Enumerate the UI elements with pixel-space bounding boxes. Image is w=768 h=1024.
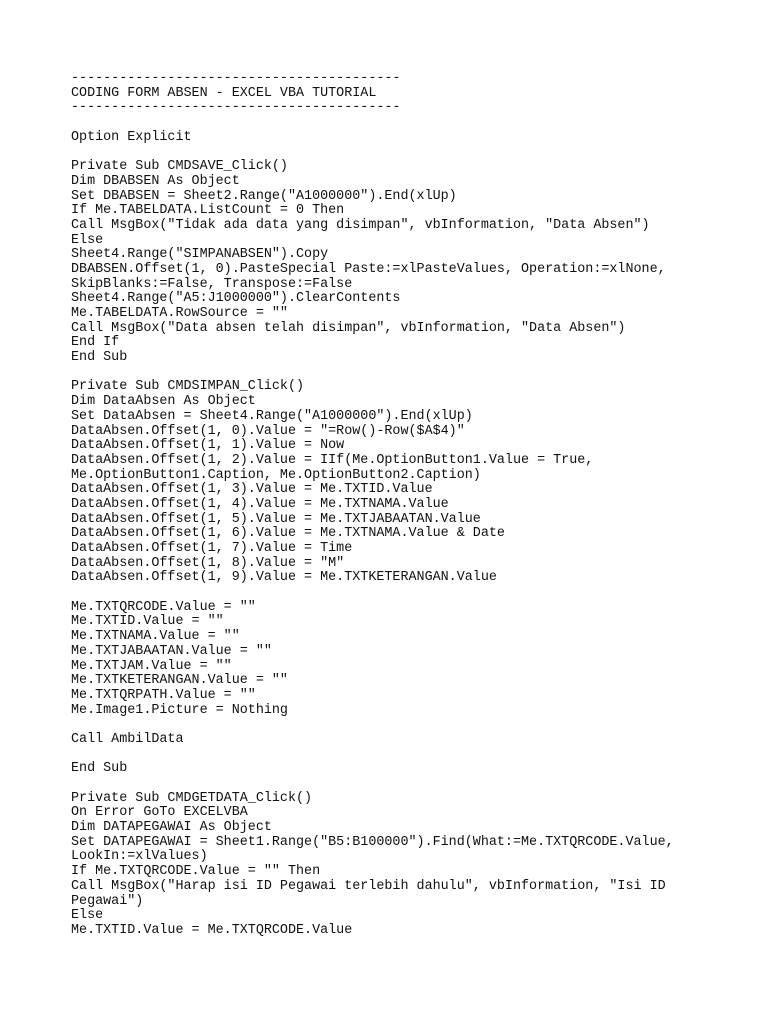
code-line: Me.TXTJAM.Value = "" [71, 658, 232, 674]
code-line [71, 586, 751, 601]
code-line: Call AmbilData [71, 731, 184, 747]
code-listing [71, 72, 751, 939]
code-line: Me.Image1.Picture = Nothing [71, 702, 288, 718]
code-line: ----------------------------------------- [71, 100, 401, 116]
code-line: Else [71, 232, 104, 248]
code-line: Me.TABELDATA.RowSource = "" [71, 306, 288, 321]
code-line: Private Sub CMDSIMPAN_Click() [71, 379, 305, 395]
code-line: Call MsgBox("Data absen telah disimpan", vbInformation, "Data Absen") [71, 320, 626, 336]
code-line: End Sub [71, 761, 128, 777]
code-line: Set DATAPEGAWAI = Sheet1.Range("B5:B100000").Find(What:=Me.TXTQRCODE.Value, [71, 834, 674, 850]
code-line [71, 116, 751, 131]
code-line: SkipBlanks:=False, Transpose:=False [71, 276, 353, 292]
code-line: ----------------------------------------- [71, 71, 401, 86]
code-line: Pegawai") [71, 893, 144, 909]
code-line: Dim DATAPEGAWAI As Object [71, 820, 272, 836]
code-line [71, 145, 751, 160]
code-line: DataAbsen.Offset(1, 9).Value = Me.TXTKETERANGAN.Value [71, 570, 497, 586]
code-line: DataAbsen.Offset(1, 7).Value = Time [71, 541, 353, 556]
code-line: Me.TXTQRPATH.Value = "" [71, 687, 256, 703]
code-line: DataAbsen.Offset(1, 3).Value = Me.TXTID.Value [71, 482, 433, 498]
code-line: DBABSEN.Offset(1, 0).PasteSpecial Paste:=xlPasteValues, Operation:=xlNone, [71, 261, 666, 277]
code-line: Set DataAbsen = Sheet4.Range("A1000000").End(xlUp) [71, 408, 473, 424]
code-line: CODING FORM ABSEN - EXCEL VBA TUTORIAL [71, 85, 377, 101]
code-line: DataAbsen.Offset(1, 4).Value = Me.TXTNAMA.Value [71, 496, 449, 512]
code-line: Dim DataAbsen As Object [71, 394, 256, 410]
code-line: Me.TXTNAMA.Value = "" [71, 629, 240, 645]
code-line: DataAbsen.Offset(1, 5).Value = Me.TXTJABAATAN.Value [71, 511, 481, 527]
code-line: DataAbsen.Offset(1, 2).Value = IIf(Me.OptionButton1.Value = True, [71, 452, 594, 468]
code-line: Set DBABSEN = Sheet2.Range("A1000000").End(xlUp) [71, 188, 457, 204]
code-line: Else [71, 908, 104, 924]
code-line: If Me.TABELDATA.ListCount = 0 Then [71, 203, 345, 219]
code-line [71, 718, 751, 733]
code-line: Me.OptionButton1.Caption, Me.OptionButton2.Caption) [71, 467, 481, 483]
code-line: DataAbsen.Offset(1, 8).Value = "M" [71, 555, 345, 571]
code-line: Me.TXTKETERANGAN.Value = "" [71, 673, 288, 689]
code-line: DataAbsen.Offset(1, 1).Value = Now [71, 438, 345, 454]
code-line: Private Sub CMDSAVE_Click() [71, 159, 288, 175]
code-line: DataAbsen.Offset(1, 0).Value = "=Row()-Row($A$4)" [71, 423, 465, 439]
code-line: End Sub [71, 350, 128, 366]
code-line: On Error GoTo EXCELVBA [71, 805, 248, 821]
code-line: Call MsgBox("Harap isi ID Pegawai terlebih dahulu", vbInformation, "Isi ID [71, 878, 666, 894]
code-line: End If [71, 335, 120, 351]
code-line: Me.TXTJABAATAN.Value = "" [71, 643, 272, 659]
code-line: Option Explicit [71, 129, 192, 145]
code-line [71, 748, 751, 763]
code-line: Call MsgBox("Tidak ada data yang disimpan", vbInformation, "Data Absen") [71, 217, 650, 233]
code-line [71, 777, 751, 792]
code-line: Sheet4.Range("A5:J1000000").ClearContents [71, 291, 401, 307]
code-line: Dim DBABSEN As Object [71, 173, 240, 189]
code-line: DataAbsen.Offset(1, 6).Value = Me.TXTNAMA.Value & Date [71, 526, 505, 542]
code-line: Me.TXTID.Value = Me.TXTQRCODE.Value [71, 922, 353, 938]
code-line: Sheet4.Range("SIMPANABSEN").Copy [71, 247, 329, 263]
code-line: LookIn:=xlValues) [71, 849, 208, 865]
code-line: If Me.TXTQRCODE.Value = "" Then [71, 864, 321, 880]
code-line: Me.TXTID.Value = "" [71, 614, 224, 630]
code-line [71, 366, 751, 381]
code-line: Private Sub CMDGETDATA_Click() [71, 790, 313, 806]
code-line: Me.TXTQRCODE.Value = "" [71, 599, 256, 615]
